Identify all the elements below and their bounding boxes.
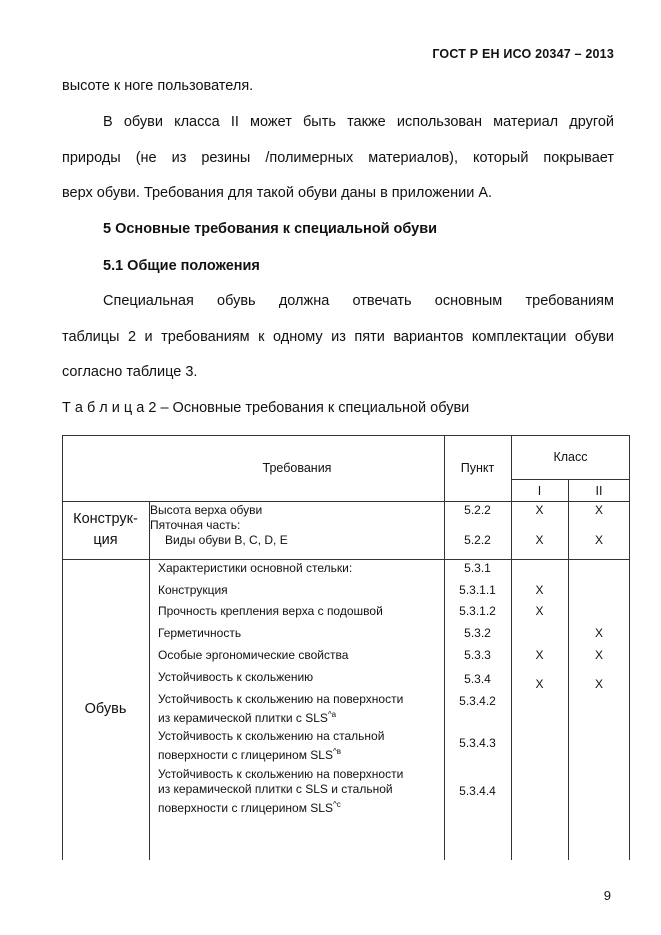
group-construction-line2: ция bbox=[93, 532, 118, 548]
row-clause: 5.2.2 bbox=[464, 533, 491, 547]
footnote-marker: ^в bbox=[332, 747, 341, 756]
row-clause: 5.3.4.3 bbox=[459, 736, 496, 750]
row-class-1-mark: X bbox=[535, 677, 544, 691]
header-clause: Пункт bbox=[460, 461, 495, 475]
row-requirement: Характеристики основной стельки: bbox=[158, 561, 353, 575]
row-requirement: Пяточная часть: bbox=[150, 518, 241, 532]
row-clause: 5.3.4.2 bbox=[459, 694, 496, 708]
text-line: высоте к ноге пользователя. bbox=[62, 78, 254, 94]
requirements-table bbox=[62, 435, 630, 860]
row-requirement-line1: Устойчивость к скольжению на стальной bbox=[158, 729, 385, 743]
row-requirement-line3 bbox=[158, 797, 341, 816]
row-requirement: Прочность крепления верха с подошвой bbox=[158, 604, 383, 618]
row-requirement: Высота верха обуви bbox=[150, 503, 263, 517]
section-heading: 5 Основные требования к специальной обуви bbox=[103, 221, 438, 237]
row-clause: 5.2.2 bbox=[464, 503, 491, 517]
row-clause: 5.3.4.4 bbox=[459, 784, 496, 798]
row-class-2-mark: X bbox=[594, 503, 603, 517]
row-clause: 5.3.2 bbox=[464, 626, 491, 640]
row-class-1-mark: X bbox=[535, 503, 544, 517]
row-requirement-line2 bbox=[158, 744, 341, 763]
row-requirement-text: из керамической плитки с SLS bbox=[158, 711, 328, 725]
row-class-2-mark: X bbox=[594, 648, 603, 662]
row-requirement: Особые эргономические свойства bbox=[158, 648, 349, 662]
row-class-1-mark: X bbox=[535, 648, 544, 662]
row-clause: 5.3.1.2 bbox=[459, 604, 496, 618]
paragraph-line: природы (не из резины /полимерных материалов), который покрывает bbox=[62, 150, 614, 166]
page-number: 9 bbox=[603, 888, 611, 903]
paragraph-line: верх обуви. Требования для такой обуви даны в приложении А. bbox=[62, 185, 493, 201]
row-requirement-line2 bbox=[158, 707, 336, 726]
row-requirement-text: поверхности с глицерином SLS bbox=[158, 801, 333, 815]
row-requirement: Герметичность bbox=[158, 626, 242, 640]
row-class-2-mark: X bbox=[594, 533, 603, 547]
footnote-marker: ^c bbox=[332, 800, 341, 809]
row-clause: 5.3.4 bbox=[464, 672, 491, 686]
row-requirement-line1: Устойчивость к скольжению на поверхности bbox=[158, 692, 404, 706]
footnote-marker: ^a bbox=[327, 710, 337, 719]
row-requirement-line2: из керамической плитки с SLS и стальной bbox=[158, 782, 393, 796]
row-requirement: Виды обуви B, C, D, E bbox=[165, 533, 288, 547]
row-class-2-mark: X bbox=[594, 677, 603, 691]
subsection-heading: 5.1 Общие положения bbox=[103, 258, 260, 274]
row-clause: 5.3.1.1 bbox=[459, 583, 496, 597]
paragraph-line: Специальная обувь должна отвечать основным требованиям bbox=[103, 293, 614, 309]
row-class-1-mark: X bbox=[535, 583, 544, 597]
header-class: Класс bbox=[553, 450, 588, 464]
header-requirements: Требования bbox=[262, 461, 332, 475]
row-clause: 5.3.3 bbox=[464, 648, 491, 662]
group-construction-line1: Конструк- bbox=[73, 511, 138, 527]
document-header: ГОСТ Р ЕН ИСО 20347 – 2013 bbox=[432, 47, 614, 61]
row-clause: 5.3.1 bbox=[464, 561, 491, 575]
row-requirement-line1: Устойчивость к скольжению на поверхности bbox=[158, 767, 404, 781]
row-class-2-mark: X bbox=[594, 626, 603, 640]
header-class-2: II bbox=[595, 484, 603, 498]
row-class-1-mark: X bbox=[535, 533, 544, 547]
row-class-1-mark: X bbox=[535, 604, 544, 618]
header-class-1: I bbox=[537, 484, 542, 498]
row-requirement: Устойчивость к скольжению bbox=[158, 670, 314, 684]
paragraph-line: В обуви класса II может быть также использован материал другой bbox=[103, 114, 614, 130]
paragraph-line: согласно таблице 3. bbox=[62, 364, 198, 380]
table-caption: Т а б л и ц а 2 – Основные требования к специальной обуви bbox=[62, 400, 470, 416]
group-footwear: Обувь bbox=[84, 701, 127, 717]
row-requirement: Конструкция bbox=[158, 583, 228, 597]
paragraph-line: таблицы 2 и требованиям к одному из пяти вариантов комплектации обуви bbox=[62, 329, 614, 345]
row-requirement-text: поверхности с глицерином SLS bbox=[158, 748, 333, 762]
